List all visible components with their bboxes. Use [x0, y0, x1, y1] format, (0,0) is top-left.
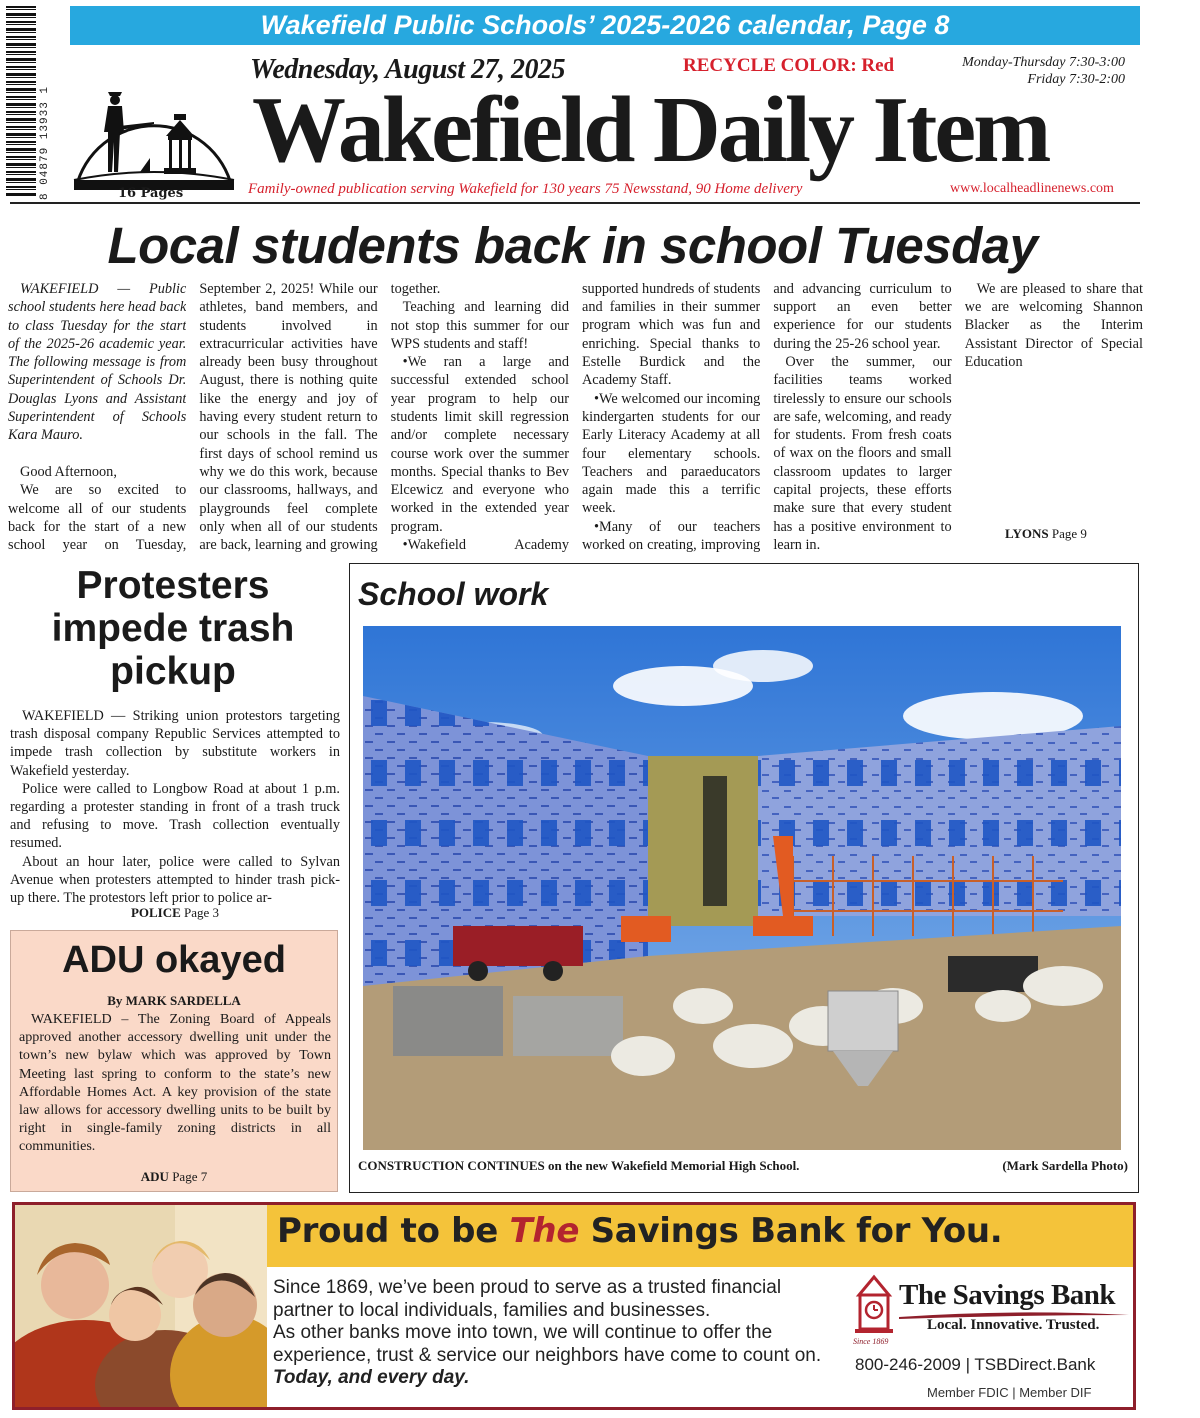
lead-paragraph-1: We are so excited to welcome all of our students back for the start of a new school year on Tuesday,: [8, 482, 187, 554]
protest-jump[interactable]: [10, 905, 340, 921]
bank-since: Since 1869: [853, 1337, 889, 1346]
ad-copy-2: [273, 1322, 843, 1390]
ad-headline: [277, 1211, 1002, 1251]
ad-headline-em: The: [509, 1211, 580, 1251]
lead-column-1: [8, 280, 186, 555]
lead-bullet-1: •We ran a large and successful extended school year program to help our students limit skill regression and/or complete necessary course work over the summer months. Special thanks to Bev Elcewicz and everyone who worked in the extended year program.: [390, 354, 569, 535]
adu-jump-word: ADU: [140, 1169, 169, 1184]
lead-jump[interactable]: [957, 526, 1135, 542]
member-fdic: Member FDIC | Member DIF: [927, 1385, 1092, 1400]
lead-jump-word: LYONS: [1005, 526, 1049, 541]
bank-name: The Savings Bank: [899, 1279, 1116, 1311]
lead-bullet-4: and advancing curriculum to support an even better experience for our students during the 25-26 school year.: [773, 280, 952, 352]
calendar-banner[interactable]: Wakefield Public Schools’ 2025-2026 calendar, Page 8: [70, 6, 1140, 45]
lead-column-1-flow: [8, 280, 186, 555]
lead-paragraph-2: Teaching and learning did not stop this summer for our WPS students and staff!: [390, 299, 569, 352]
tagline: Family-owned publication serving Wakefield for 130 years 75 Newsstand, 90 Home delivery: [248, 181, 803, 197]
lead-intro: WAKEFIELD — Public school students here head back to class Tuesday for the start of the 2025-26 academic year. The following message is from Superintendent of Schools Dr. Douglas Lyons and Assistant Superintendent of Schools Kara Mauro.: [8, 281, 187, 444]
lead-column-5-flow: [773, 280, 951, 555]
protest-body: [10, 707, 340, 907]
adu-jump[interactable]: [11, 1169, 337, 1185]
lead-paragraph-1: September 2, 2025! While our athletes, band members, and students involved in extracurricular activities have already been busy throughout August, there is nothing quite like the energy and joy of having every student return to our schools in the fall. The first days of school remind us why we do this work, because our classrooms, hallways, and playgrounds feel complete only when all of our students are back, learning and growing: [199, 280, 378, 554]
photo-title: School work: [358, 576, 549, 612]
adu-jump-page: Page 7: [172, 1169, 208, 1184]
family-photo: [15, 1205, 267, 1407]
ad-headline-pre: Proud to be: [277, 1211, 510, 1251]
ad-copy-2-em: Today, and every day.: [273, 1367, 470, 1388]
lead-paragraph-4: We are pleased to share that we are welcoming Shannon Blacker as the Interim Assistant Director of Special Education: [964, 280, 1143, 370]
lead-column-6: [965, 280, 1143, 518]
bank-tagline: Local. Innovative. Trusted.: [927, 1317, 1100, 1333]
ad-copy: [273, 1277, 843, 1390]
protest-paragraph-3: About an hour later, police were called to Sylvan Avenue when protesters attempted to hinder trash pick-up there. The protestors left prior to police ar-: [10, 853, 340, 907]
protest-paragraph-1: WAKEFIELD — Striking union protestors targeting trash disposal company Republic Services attempted to impede trash collection by substitute workers in Wakefield yesterday.: [10, 708, 340, 779]
lead-bullet-4: •Many of our teachers worked on creating, improving: [581, 518, 761, 554]
savings-bank-ad[interactable]: [12, 1202, 1136, 1410]
hours-weekday: Monday-Thursday 7:30-3:00: [962, 55, 1125, 70]
ad-copy-1: Since 1869, we’ve been proud to serve as a trusted financial partner to local individuals, families and businesses.: [273, 1277, 782, 1321]
issue-date: Wednesday, August 27, 2025: [250, 54, 565, 85]
lead-story-body: [8, 280, 1143, 560]
lead-column-4: [582, 280, 760, 555]
lead-paragraph-3: Over the summer, our facilities teams worked tirelessly to ensure our schools are safe, welcoming, and ready for students. From fresh coats of wax on the floors and small classroom updates to larger capital projects, these efforts make sure that every student has a positive environment to learn in.: [773, 354, 952, 553]
lead-greeting: Good Afternoon,: [20, 463, 117, 480]
lead-bullet-2: •Wakefield Academy: [402, 537, 569, 554]
lead-headline[interactable]: Local students back in school Tuesday: [107, 217, 1038, 274]
recycle-color: RECYCLE COLOR: Red: [683, 55, 895, 76]
masthead-rule: [10, 202, 1140, 204]
photo-credit: (Mark Sardella Photo): [1002, 1158, 1128, 1173]
adu-byline: By MARK SARDELLA: [107, 993, 241, 1008]
construction-photo[interactable]: [363, 626, 1121, 1150]
lead-column-3-flow: [391, 280, 569, 555]
clock-tower-icon: [851, 1273, 897, 1337]
page-count: 16 Pages: [118, 186, 184, 201]
adu-story-box: [10, 930, 338, 1192]
lead-column-4-flow: [582, 280, 760, 555]
adu-body: WAKEFIELD – The Zoning Board of Appeals approved another accessory dwelling unit under the town’s new bylaw which was approved by Town Meeting last spring to conform to the state’s new Affordable Homes Act. A key provision of the state law allows for accessory dwelling units to be built by right in single-family zoning districts in all communities.: [19, 1011, 331, 1155]
protest-paragraph-2: Police were called to Longbow Road at about 1 p.m. regarding a protester standing in front of a trash truck and refusing to move. Trash collection eventually resumed.: [10, 780, 340, 852]
lead-bullet-2: supported hundreds of students and families in their summer program which was fun and enriching. Special thanks to Estelle Burdick and the Academy Staff.: [581, 280, 761, 389]
barcode-number: 8 04879 13933 1: [39, 85, 51, 200]
minuteman-logo-icon: [70, 76, 238, 190]
protest-jump-word: POLICE: [130, 905, 181, 920]
lead-column-2-flow: [199, 280, 377, 555]
lead-column-6-flow: [965, 280, 1143, 371]
website-link[interactable]: www.localheadlinenews.com: [950, 181, 1114, 196]
barcode-bars: [6, 6, 36, 196]
protest-headline[interactable]: Protesters impede trash pickup: [51, 564, 295, 693]
lead-jump-page: Page 9: [1048, 526, 1087, 541]
bank-contact[interactable]: 800-246-2009 | TSBDirect.Bank: [855, 1355, 1096, 1374]
ad-headline-bar: [267, 1205, 1133, 1267]
lead-bullet-3: •We welcomed our incoming kindergarten students for our Early Literacy Academy at all four elementary schools. Teachers and paraeducators again made this a terrific week.: [581, 390, 761, 517]
protest-jump-page: Page 3: [184, 905, 220, 920]
lead-column-2: [199, 280, 377, 555]
barcode: [6, 6, 50, 204]
hours-friday: Friday 7:30-2:00: [1027, 72, 1125, 87]
ad-headline-post: Savings Bank for You.: [579, 1211, 1003, 1251]
newspaper-title: Wakefield Daily Item: [252, 78, 1049, 182]
adu-headline[interactable]: ADU okayed: [62, 939, 286, 981]
photo-feature: [349, 563, 1139, 1193]
lead-column-3: [391, 280, 569, 555]
ad-copy-2-main: As other banks move into town, we will continue to offer the experience, trust & service our neighbors have come to count on.: [273, 1322, 822, 1366]
lead-column-5: [773, 280, 951, 555]
photo-caption: CONSTRUCTION CONTINUES on the new Wakefield Memorial High School.: [358, 1158, 800, 1173]
lead-paragraph-1: together.: [390, 280, 441, 297]
